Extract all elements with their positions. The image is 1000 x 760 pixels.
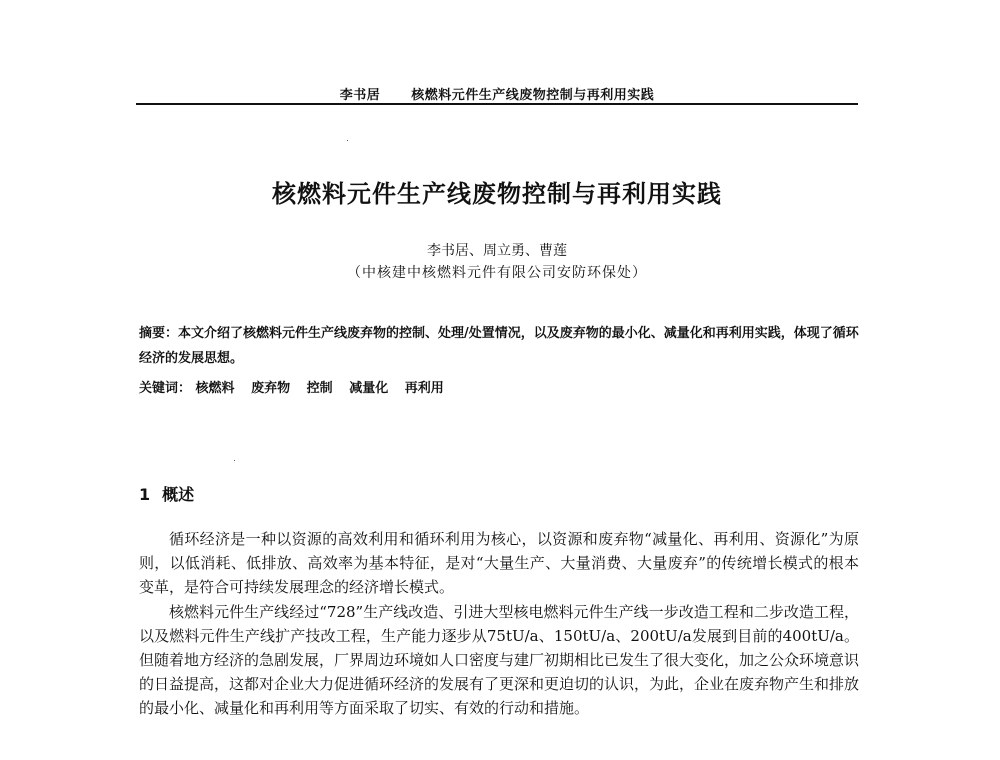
paper-title: 核燃料元件生产线废物控制与再利用实践 bbox=[272, 180, 722, 208]
scan-speck bbox=[234, 460, 235, 461]
paragraph: 核燃料元件生产线经过“728”生产线改造、引进大型核电燃料元件生产线一步改造工程和二步改造工程，以及燃料元件生产线扩产技改工程，生产能力逐步从75tU/a、150tU/a、200tU/a发展到目前的400tU/a。但随着地方经济的急剧发展，厂界周边环境如人口密度与建厂初期相比已发生了很大变化，加之公众环境意识的日益提高，这都对企业大力促进循环经济的发展有了更深和更迫切的认识，为此，企业在废弃物产生和排放的最小化、减量化和再利用等方面采取了切实、有效的行动和措施。 bbox=[139, 602, 860, 718]
running-header-title: 核燃料元件生产线废物控制与再利用实践 bbox=[411, 88, 655, 103]
keyword: 控制 bbox=[306, 381, 333, 396]
paper-authors: 李书居、周立勇、曹莲 bbox=[427, 243, 567, 259]
abstract-label: 摘要： bbox=[139, 326, 179, 341]
paragraph: 循环经济是一种以资源的高效利用和循环利用为核心，以资源和废弃物“减量化、再利用、资源化”为原则，以低消耗、低排放、高效率为基本特征，是对“大量生产、大量消费、大量废弃”的传统增长模式的根本变革，是符合可持续发展理念的经济增长模式。 bbox=[139, 530, 859, 597]
keyword: 减量化 bbox=[349, 381, 389, 396]
section-title: 概述 bbox=[162, 485, 195, 504]
keyword: 核燃料 bbox=[195, 381, 235, 396]
section-heading bbox=[139, 482, 194, 505]
scan-speck bbox=[347, 140, 348, 141]
abstract bbox=[139, 321, 859, 371]
paper-affiliation: （中核建中核燃料元件有限公司安防环保处） bbox=[347, 265, 647, 281]
section-number: 1 bbox=[139, 485, 151, 504]
running-header-author: 李书居 bbox=[339, 88, 381, 103]
keywords bbox=[139, 377, 859, 396]
section-body bbox=[139, 527, 859, 721]
keywords-label: 关键词： bbox=[139, 381, 192, 396]
header-rule bbox=[136, 103, 858, 105]
keyword: 再利用 bbox=[404, 381, 444, 396]
abstract-text: 本文介绍了核燃料元件生产线废弃物的控制、处理/处置情况，以及废弃物的最小化、减量化和再利用实践，体现了循环经济的发展思想。 bbox=[139, 326, 859, 366]
keyword: 废弃物 bbox=[251, 381, 291, 396]
running-header bbox=[136, 84, 858, 103]
